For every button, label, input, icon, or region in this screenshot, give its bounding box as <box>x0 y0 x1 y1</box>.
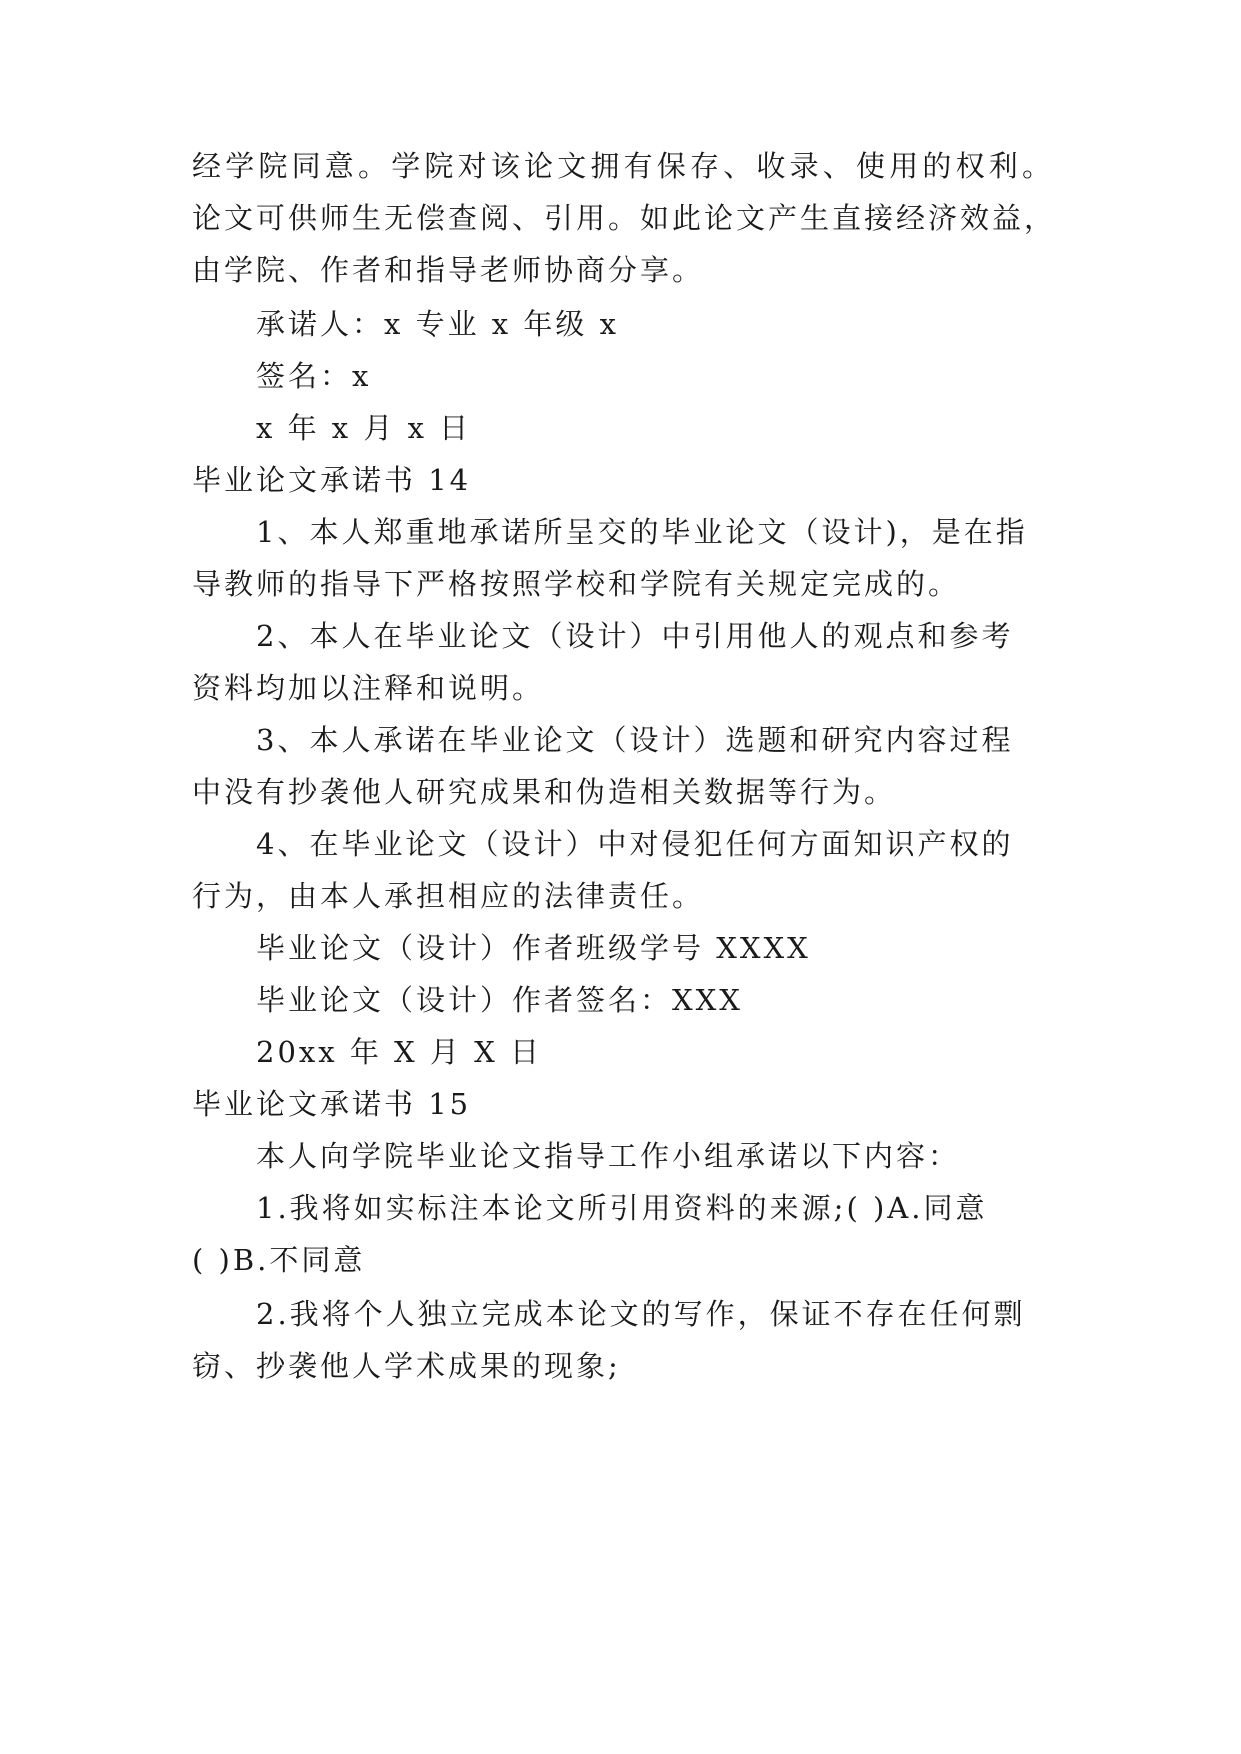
paragraph-line: 4、在毕业论文（设计）中对侵犯任何方面知识产权的 <box>256 827 1014 861</box>
promisor-line: 承诺人：x 专业 x 年级 x <box>256 307 619 341</box>
section-title: 毕业论文承诺书 14 <box>192 463 472 497</box>
paragraph-line: 行为，由本人承担相应的法律责任。 <box>192 879 705 913</box>
date-line: x 年 x 月 x 日 <box>256 411 472 445</box>
paragraph-line: 中没有抄袭他人研究成果和伪造相关数据等行为。 <box>192 775 897 809</box>
date-line: 20xx 年 X 月 X 日 <box>256 1035 542 1069</box>
paragraph-line: 1.我将如实标注本论文所引用资料的来源;( )A.同意 <box>256 1191 988 1225</box>
signature-line: 签名：x <box>256 359 372 393</box>
paragraph-line: 由学院、作者和指导老师协商分享。 <box>192 253 705 287</box>
paragraph-line: 论文可供师生无偿查阅、引用。如此论文产生直接经济效益， <box>192 201 1057 235</box>
paragraph-line: 经学院同意。学院对该论文拥有保存、收录、使用的权利。 <box>192 149 1056 183</box>
paragraph-line: ( )B.不同意 <box>192 1243 366 1277</box>
paragraph-line: 2、本人在毕业论文（设计）中引用他人的观点和参考 <box>256 619 1014 653</box>
author-signature-line: 毕业论文（设计）作者签名：XXX <box>256 983 743 1017</box>
section-title: 毕业论文承诺书 15 <box>192 1087 472 1121</box>
paragraph-line: 1、本人郑重地承诺所呈交的毕业论文（设计)，是在指 <box>256 515 1028 549</box>
paragraph-line: 窃、抄袭他人学术成果的现象; <box>192 1349 621 1383</box>
paragraph-line: 3、本人承诺在毕业论文（设计）选题和研究内容过程 <box>256 723 1014 757</box>
paragraph-line: 2.我将个人独立完成本论文的写作，保证不存在任何剽 <box>256 1297 1026 1331</box>
paragraph-line: 本人向学院毕业论文指导工作小组承诺以下内容： <box>256 1139 961 1173</box>
student-id-line: 毕业论文（设计）作者班级学号 XXXX <box>256 931 811 965</box>
paragraph-line: 资料均加以注释和说明。 <box>192 671 545 705</box>
paragraph-line: 导教师的指导下严格按照学校和学院有关规定完成的。 <box>192 567 961 601</box>
